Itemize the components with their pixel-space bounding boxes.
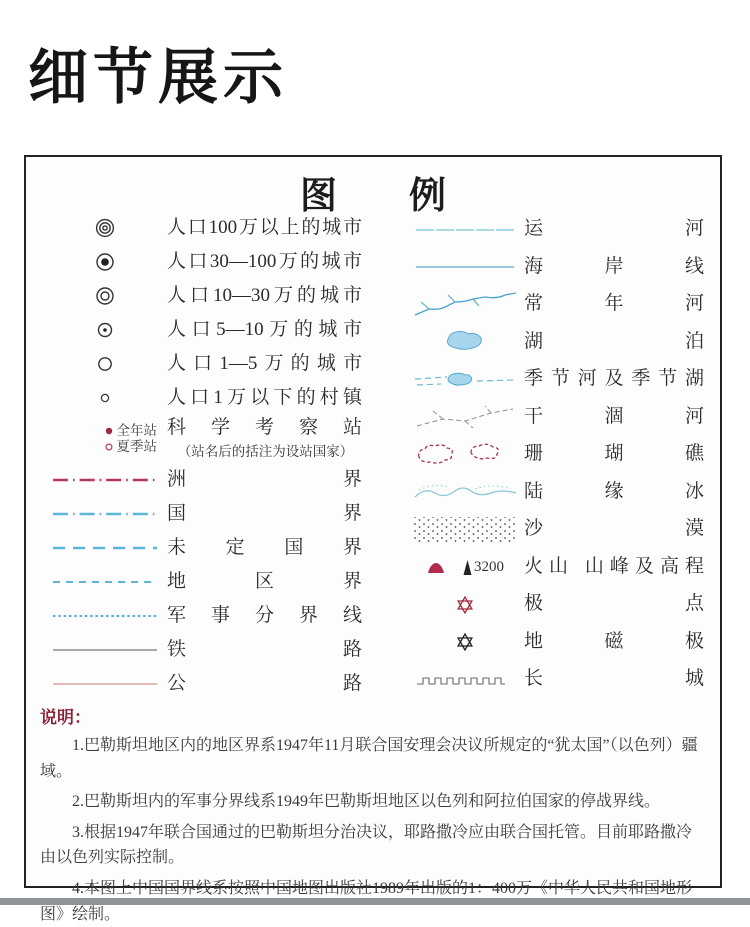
legend-symbol-cell	[42, 543, 167, 553]
legend-row	[42, 415, 364, 463]
lake-icon	[435, 328, 495, 356]
legend-row	[406, 399, 706, 437]
legend-label: 地区界	[167, 570, 362, 592]
legend-label: 运河	[524, 218, 704, 240]
legend-label: 人口1万以下的村镇	[167, 386, 362, 408]
canal-line-icon	[415, 225, 515, 235]
legend-symbol-cell	[42, 611, 167, 621]
legend-row	[42, 667, 364, 701]
note-item: 4.本图上中国国界线系按照中国地图出版社1989年出版的1：400万《中华人民共和国地形图》绘制。	[40, 879, 693, 923]
legend-symbol-cell	[406, 595, 524, 615]
legend-symbol-cell	[42, 577, 167, 587]
city-over-1m-icon	[94, 217, 116, 239]
military-demarcation-line-icon	[51, 611, 159, 621]
legend-symbol-cell	[42, 319, 167, 341]
legend-label: 珊瑚礁	[524, 443, 704, 465]
legend-row	[42, 245, 364, 279]
legend-symbol-cell	[406, 559, 524, 576]
legend-symbol-cell	[42, 645, 167, 655]
station-type-label: 全年站	[116, 422, 157, 438]
city-50k-100k-icon	[94, 319, 116, 341]
legend-row	[42, 279, 364, 313]
legend-right-column	[406, 211, 706, 699]
legend-label: 季节河及季节湖	[524, 368, 704, 390]
legend-symbol-cell	[406, 328, 524, 356]
peak-icon	[462, 559, 473, 576]
legend-label: 国界	[167, 502, 362, 524]
legend-symbol-cell	[42, 679, 167, 689]
legend-row	[42, 531, 364, 565]
legend-label: 干涸河	[524, 405, 704, 427]
legend-title: 图例	[300, 176, 518, 217]
legend-row	[406, 511, 706, 549]
legend-box	[24, 155, 722, 923]
note-item: 2.巴勒斯坦内的军事分界线系1949年巴勒斯坦地区以色列和阿拉伯国家的停战界线。	[72, 793, 661, 811]
legend-symbol-cell	[42, 353, 167, 375]
legend-row	[42, 381, 364, 415]
legend-label: 科学考察站	[167, 417, 362, 439]
legend-label: 公路	[167, 672, 362, 694]
legend-row	[406, 211, 706, 249]
legend-row	[42, 313, 364, 347]
legend-label: 未定国界	[167, 536, 362, 558]
legend-label: 地磁极	[524, 630, 704, 652]
coastline-icon	[415, 262, 515, 272]
station-type-label: 夏季站	[116, 438, 157, 454]
station-type	[104, 440, 158, 455]
national-boundary-line-icon	[51, 509, 159, 519]
legend-row	[406, 249, 706, 287]
legend-symbol-cell	[42, 475, 167, 485]
legend-row	[406, 661, 706, 699]
legend-symbol-cell	[406, 262, 524, 272]
legend-row	[42, 347, 364, 381]
legend-label: 军事分界线	[167, 604, 362, 626]
legend-symbol-cell	[42, 387, 167, 409]
legend-symbol-cell	[42, 424, 167, 455]
legend-symbol-cell	[42, 509, 167, 519]
legend-symbol-cell	[406, 225, 524, 235]
legend-row	[406, 436, 706, 474]
legend-symbol-cell	[42, 285, 167, 307]
highway-line-icon	[51, 679, 159, 689]
city-300k-1m-icon	[94, 251, 116, 273]
perennial-river-icon	[413, 289, 518, 321]
station-types	[42, 424, 167, 455]
legend-label: 陆缘冰	[524, 480, 704, 502]
legend-symbol-cell	[406, 402, 524, 432]
railway-line-icon	[51, 645, 159, 655]
legend-label: 常年河	[524, 293, 704, 315]
legend-row	[406, 586, 706, 624]
legend-symbol-cell	[406, 367, 524, 393]
legend-label: 人口5—10万的城市	[167, 318, 362, 340]
village-under-10k-icon	[94, 387, 116, 409]
summer-station-icon	[104, 442, 114, 452]
seasonal-river-lake-icon	[413, 367, 518, 393]
legend-row	[42, 211, 364, 245]
legend-label-wrap	[167, 418, 364, 460]
station-type	[104, 424, 158, 439]
note-item: 3.根据1947年联合国通过的巴勒斯坦分治决议，耶路撒冷应由联合国托管。目前耶路撒冷由以色列实际控制。	[40, 823, 693, 867]
ice-shelf-icon	[413, 479, 518, 505]
legend-row	[406, 549, 706, 587]
legend-symbol-cell	[42, 217, 167, 239]
legend-label: 人口100万以上的城市	[167, 216, 362, 238]
legend-label: 洲界	[167, 468, 362, 490]
legend-symbol-cell	[406, 632, 524, 652]
city-10k-50k-icon	[94, 353, 116, 375]
legend-symbol-cell	[406, 479, 524, 505]
legend-symbol-cell	[406, 673, 524, 687]
desert-icon	[413, 515, 518, 545]
legend-label: 海岸线	[524, 255, 704, 277]
coral-reef-icon	[413, 438, 518, 472]
page-bottom-edge	[0, 898, 750, 905]
legend-row	[42, 633, 364, 667]
legend-row	[42, 565, 364, 599]
legend-symbol-cell	[406, 289, 524, 321]
geomagnetic-pole-icon	[455, 632, 475, 652]
legend-row	[406, 324, 706, 362]
legend-label: 长城	[524, 668, 704, 690]
note-item: 1.巴勒斯坦地区内的地区界系1947年11月联合国安理会决议所规定的“犹太国”（以色列）疆域。	[40, 737, 698, 780]
legend-row	[406, 286, 706, 324]
continent-boundary-line-icon	[51, 475, 159, 485]
legend-row	[42, 497, 364, 531]
legend-sublabel: （站名后的括注为设站国家）	[177, 443, 354, 459]
dry-river-icon	[413, 402, 518, 432]
undefined-national-boundary-line-icon	[51, 543, 159, 553]
legend-label: 火山 山峰及高程	[524, 555, 704, 577]
city-100k-300k-icon	[94, 285, 116, 307]
notes-heading: 说明：	[40, 708, 91, 727]
legend-label: 铁路	[167, 638, 362, 660]
legend-label: 人口30—100万的城市	[167, 250, 362, 272]
legend-label: 人口1—5万的城市	[167, 352, 362, 374]
legend-row	[42, 599, 364, 633]
pole-point-icon	[455, 595, 475, 615]
legend-symbol-cell	[406, 438, 524, 472]
legend-row	[406, 361, 706, 399]
legend-row	[42, 463, 364, 497]
legend-label: 人口10—30万的城市	[167, 284, 362, 306]
legend-row	[406, 474, 706, 512]
legend-row	[406, 624, 706, 662]
regional-boundary-line-icon	[51, 577, 159, 587]
legend-label: 湖泊	[524, 330, 704, 352]
legend-symbol-cell	[406, 515, 524, 545]
annual-station-icon	[104, 426, 114, 436]
notes-section	[40, 703, 704, 927]
peak-elevation-group	[462, 559, 504, 576]
page-title: 细节展示	[28, 44, 288, 111]
legend-left-column	[42, 211, 364, 701]
volcano-icon	[426, 560, 446, 575]
great-wall-icon	[415, 673, 515, 687]
legend-label: 沙漠	[524, 518, 704, 540]
legend-symbol-cell	[42, 251, 167, 273]
legend-label: 极点	[524, 593, 704, 615]
elevation-value: 3200	[474, 558, 504, 575]
